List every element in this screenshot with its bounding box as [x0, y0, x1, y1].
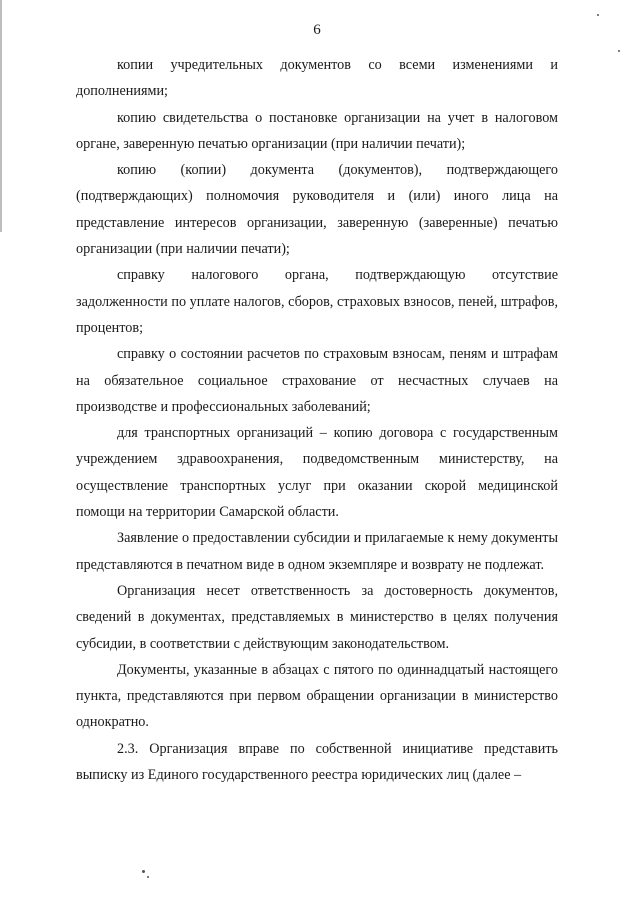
body-text [76, 52, 558, 788]
paragraph-authority-documents: копию (копии) документа (документов), подтверждающего (подтверждающих) полномочия руководителя и (или) иного лица на представление интересов организации, заверенную (заверенные) печатью организации (при наличии печати); [76, 162, 558, 258]
scan-speck [142, 870, 145, 873]
paragraph-tax-registration: копию свидетельства о постановке организации на учет в налоговом органе, заверенную печатью организации (при наличии печати); [76, 109, 558, 152]
paragraph-section-2-3: 2.3. Организация вправе по собственной инициативе представить выписку из Единого государственного реестра юридических лиц (далее – [76, 740, 558, 784]
paragraph-responsibility: Организация несет ответственность за достоверность документов, сведений в документах, представляемых в министерство в целях получения субсидии, в соответствии с действующим законодательством. [76, 582, 558, 652]
paragraph-transport-contract: для транспортных организаций – копию договора с государственным учреждением здравоохранения, подведомственным министерству, на осуществление транспортных услуг при оказании скорой медицинской помощи на территории Самарской области. [76, 425, 558, 521]
scan-speck [147, 876, 149, 878]
page-number: 6 [313, 22, 321, 38]
paragraph-insurance-certificate: справку о состоянии расчетов по страховым взносам, пеням и штрафам на обязательное социальное страхование от несчастных случаев на производстве и профессиональных заболеваний; [76, 346, 558, 415]
paragraph-tax-certificate: справку налогового органа, подтверждающую отсутствие задолженности по уплате налогов, сборов, страховых взносов, пеней, штрафов, процентов; [76, 267, 558, 336]
scan-speck [597, 14, 599, 16]
scan-speck [618, 50, 620, 52]
paragraph-application-format: Заявление о предоставлении субсидии и прилагаемые к нему документы представляются в печатном виде в одном экземпляре и возврату не подлежат. [76, 530, 558, 573]
paragraph-one-time-submission: Документы, указанные в абзацах с пятого по одиннадцатый настоящего пункта, представляются при первом обращении организации в министерство однократно. [76, 661, 558, 731]
paragraph-founding-documents: копии учредительных документов со всеми изменениями и дополнениями; [76, 57, 558, 100]
